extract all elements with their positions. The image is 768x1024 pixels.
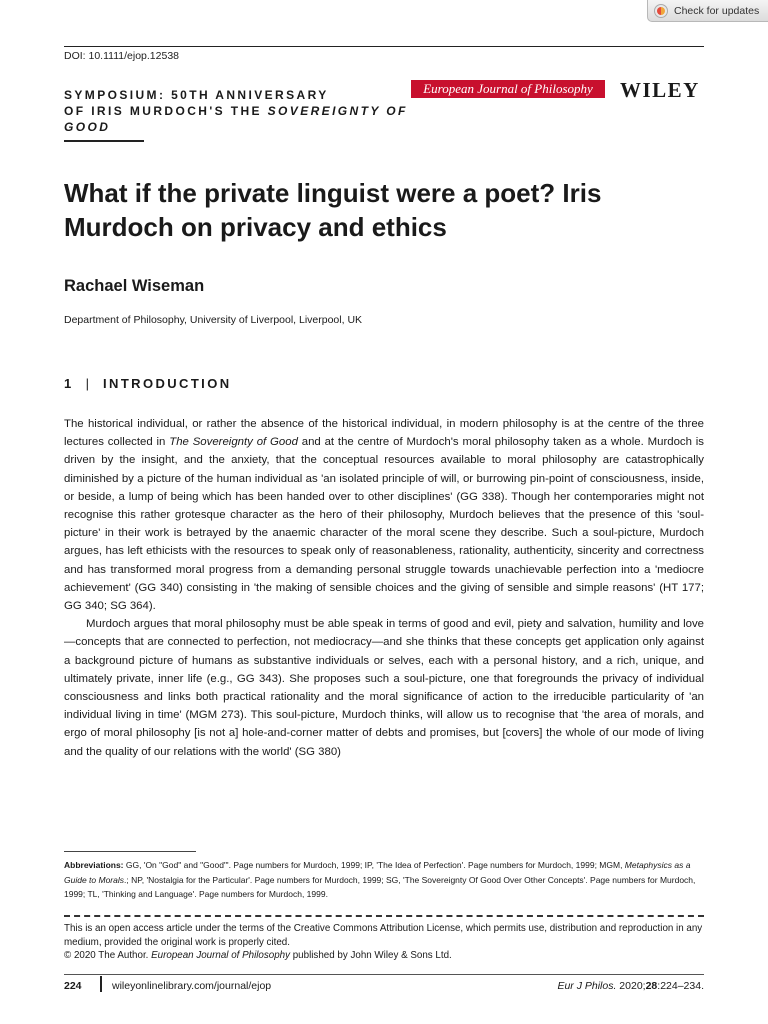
section-divider: | [85,376,90,391]
footnote-text-b: .; NP, 'Nostalgia for the Particular'. Page numbers for Murdoch, 1999; SG, 'The Sovereignty Of Good Over Other Concepts'. Page numbers for Murdoch, 1999; TL, 'Thinking and Language'. Page numbers for Murdoch, 1999. [64,874,696,899]
paragraph-2: Murdoch argues that moral philosophy must be able speak in terms of good and evil, piety and salvation, humility and love—concepts that are connected to perfection, not mediocracy—and she thinks that these concepts get application only against a background picture of humans as substantive individuals or selves, each with a personal history, and a rich, unique, and ultimately private, inner life (e.g., GG 343). She proposes such a soul-picture, one that foregrounds the privacy of individual consciousness and links both practical rationality and the moral significance of action to the irreducible particularity of 'an individual living in time' (MGM 273). This soul-picture, Murdoch thinks, will allow us to recognise that 'the area of morals, and ergo of moral philosophy [is not a] hole-and-corner matter of debts and promises, but [covers] the whole of our mode of living and the quality of our relations with the world' (SG 380) [64,618,704,758]
publisher-logo: WILEY [620,78,700,102]
section-title: INTRODUCTION [103,376,232,391]
citation-pages: :224–234. [657,980,704,992]
footer-rule [64,974,704,975]
footnote-rule [64,851,196,852]
page-number: 224 [64,980,82,992]
doi[interactable]: DOI: 10.1111/ejop.12538 [64,50,180,62]
section-heading [64,376,232,391]
footnote-text-a: GG, 'On "God" and "Good"'. Page numbers for Murdoch, 1999; IP, 'The Idea of Perfection'. Page numbers for Murdoch, 1999; MGM, [123,860,625,870]
journal-banner: European Journal of Philosophy [411,80,605,98]
citation [557,980,704,992]
symposium-line-2-text: OF IRIS MURDOCH'S THE [64,104,262,118]
paragraph-1 [64,415,704,615]
book-title: The Sovereignty of Good [169,436,298,449]
footnote-italic: Metaphysics as a Guide to Morals [64,860,691,885]
author-name[interactable]: Rachael Wiseman [64,277,205,295]
footer-divider [100,976,102,992]
copyright-journal: European Journal of Philosophy [151,950,291,961]
copyright-text-b: published by John Wiley & Sons Ltd. [290,950,452,961]
symposium-line-2 [64,103,424,135]
license-text: This is an open access article under the terms of the Creative Commons Attribution License, which permits use, distribution and reproduction in any medium, provided the original work is properly cited. [64,923,703,948]
copyright-line [64,949,704,963]
citation-volume: 28 [645,980,658,992]
paragraph-1-text-b: and at the centre of Murdoch's moral philosophy taken as a whole. Murdoch is driven by the insight, and the anxiety, that the conceptual resources available to moral philosophy are catastrophically diminished by a picture of the human individual as 'an isolated principle of will, or burrowing pin-point of consciousness, inside, or beside, a lump of being which has been handed over to other disciplines' (GG 338). Though her contemporaries might not recognise this rather grotesque character as the hero of their philosophy, Murdoch believes that the presence of this 'soul-picture' in their work is betrayed by the anaemic character of the moral scene they describe. Such a soul-picture, Murdoch argues, has left ethicists with the resources to speak only of reasonableness, rationality, authenticity, sincerity and correctness and has transformed moral progress from a demanding personal struggle towards unachievable perfection into a 'mediocre achievement' (GG 340) consisting in 'the making of sensible choices and the giving of sensible and simple reasons' (HT 177; GG 340; SG 364). [64,436,704,613]
section-number: 1 [64,376,74,391]
citation-journal: Eur J Philos. [557,980,617,992]
abbreviations-footnote [64,858,704,902]
license-notice [64,922,704,963]
symposium-italic: SOVEREIGNTY OF GOOD [64,104,408,134]
symposium-heading [64,87,424,135]
check-for-updates-label: Check for updates [674,4,760,17]
dashed-rule [64,915,704,917]
symposium-rule [64,140,144,142]
journal-url[interactable]: wileyonlinelibrary.com/journal/ejop [112,980,272,992]
crossmark-icon [654,4,668,18]
author-affiliation: Department of Philosophy, University of Liverpool, Liverpool, UK [64,314,363,326]
symposium-line-1: SYMPOSIUM: 50TH ANNIVERSARY [64,88,329,102]
top-rule [64,46,704,47]
citation-year: 2020; [616,980,646,992]
paragraph-1-text-a: The historical individual, or rather the absence of the historical individual, in modern philosophy is at the centre of the three lectures collected in [64,418,704,449]
check-for-updates-button[interactable] [647,0,768,22]
article-title: What if the private linguist were a poet? Iris Murdoch on privacy and ethics [64,178,602,242]
article-body [64,415,704,761]
footnote-label: Abbreviations: [64,860,124,870]
copyright-text-a: © 2020 The Author. [64,950,152,961]
